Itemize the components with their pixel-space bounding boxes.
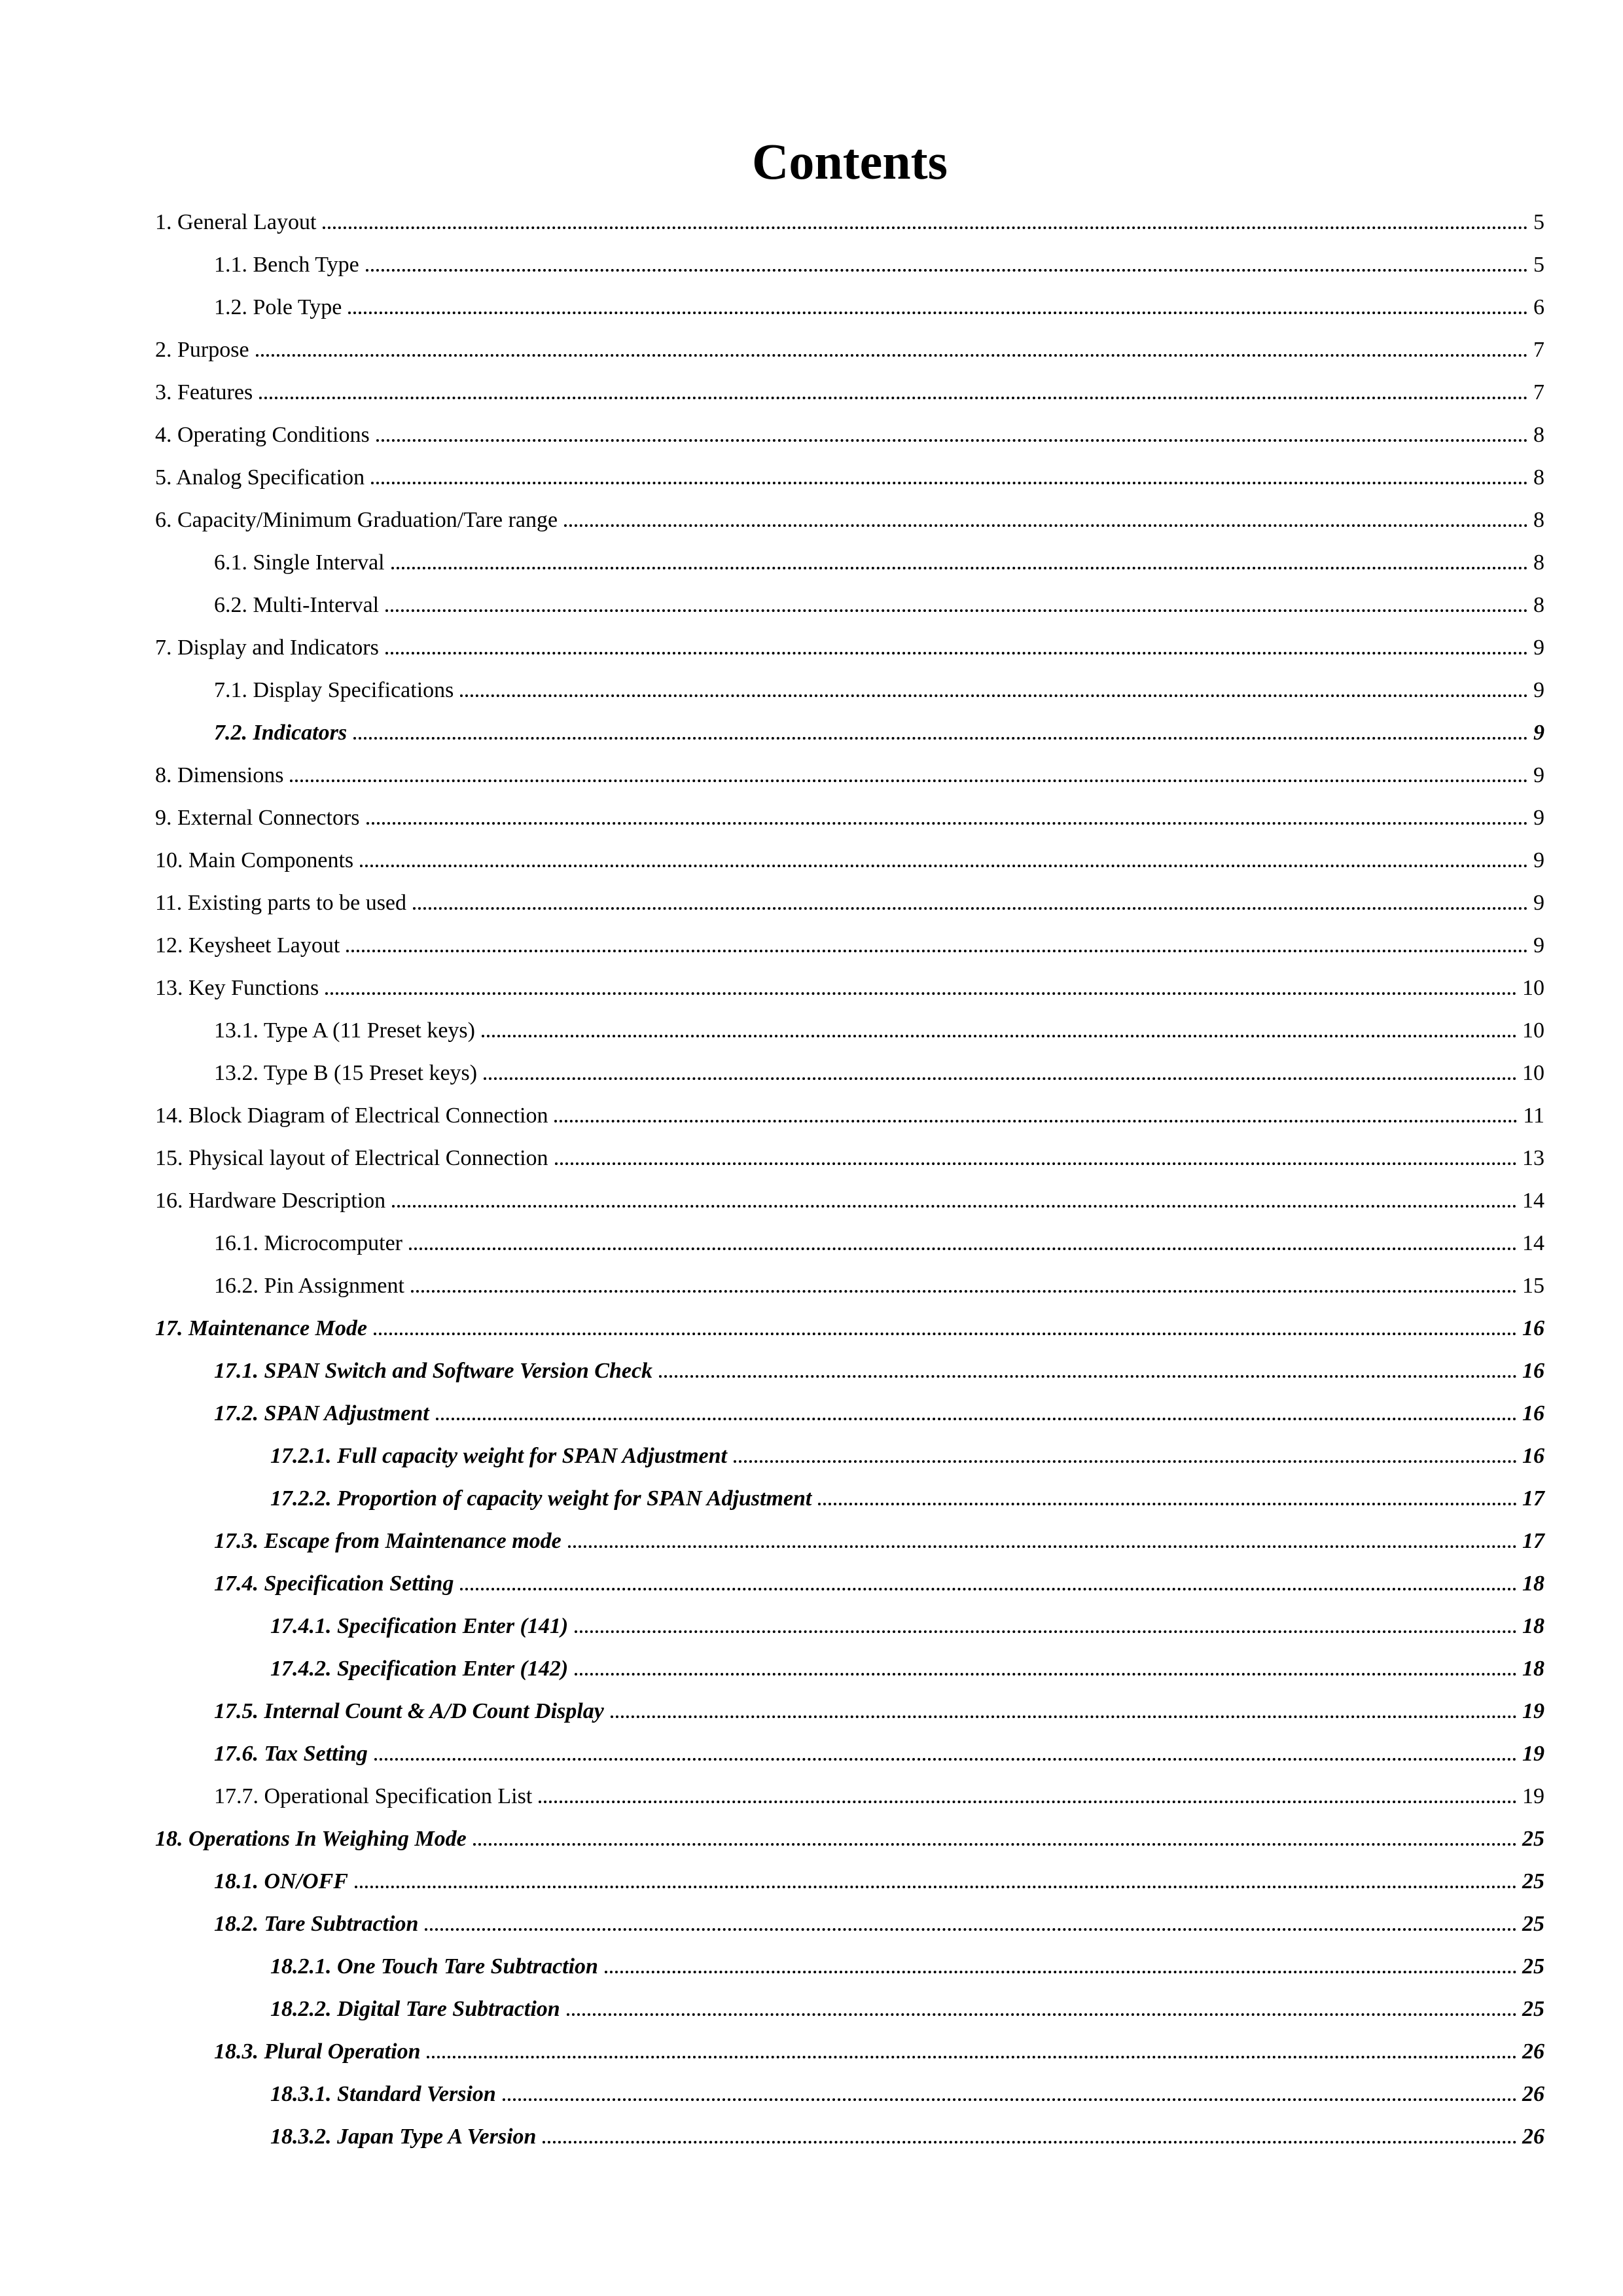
- toc-entry-page: 14: [1522, 1189, 1544, 1213]
- toc-entry-page: 8: [1533, 593, 1544, 617]
- toc-entry-page: 19: [1522, 1784, 1544, 1808]
- dot-leader: [427, 2056, 1517, 2058]
- toc-entry-label: 1. General Layout: [155, 210, 317, 234]
- toc-entry-page: 9: [1533, 678, 1544, 702]
- dot-leader: [484, 1077, 1517, 1080]
- toc-entry-label: 18. Operations In Weighing Mode: [155, 1827, 467, 1851]
- toc-entry-label: 8. Dimensions: [155, 763, 284, 787]
- toc-entry: [155, 967, 1544, 1009]
- toc-entry: [155, 1647, 1544, 1690]
- toc-entry-label: 11. Existing parts to be used: [155, 891, 407, 915]
- toc-entry-page: 5: [1533, 253, 1544, 277]
- dot-leader: [413, 907, 1528, 910]
- dot-leader: [436, 1418, 1517, 1420]
- dot-leader: [346, 950, 1528, 952]
- dot-leader: [353, 737, 1528, 740]
- dot-leader: [659, 1375, 1517, 1378]
- dot-leader: [564, 524, 1528, 527]
- toc-entry: [155, 1988, 1544, 2030]
- toc-entry-page: 16: [1522, 1316, 1544, 1340]
- dot-leader: [818, 1503, 1517, 1505]
- page-title: Contents: [751, 133, 948, 190]
- toc-entry-page: 19: [1522, 1699, 1544, 1723]
- toc-entry: [155, 1818, 1544, 1860]
- toc-entry-label: 7. Display and Indicators: [155, 636, 379, 660]
- toc-entry-label: 17. Maintenance Mode: [155, 1316, 367, 1340]
- dot-leader: [371, 482, 1528, 484]
- toc-entry: [155, 1477, 1544, 1520]
- toc-entry-page: 7: [1533, 338, 1544, 362]
- toc-entry: [155, 711, 1544, 754]
- toc-entry-page: 26: [1522, 2082, 1544, 2106]
- dot-leader: [543, 2141, 1517, 2144]
- dot-leader: [473, 1843, 1517, 1846]
- toc-entry-page: 7: [1533, 380, 1544, 404]
- toc-entry: [155, 2073, 1544, 2115]
- toc-entry-label: 18.3.2. Japan Type A Version: [270, 2125, 537, 2149]
- toc-entry: [155, 669, 1544, 711]
- dot-leader: [503, 2098, 1517, 2101]
- toc-entry-page: 17: [1522, 1529, 1544, 1553]
- toc-entry-label: 7.2. Indicators: [214, 721, 348, 745]
- toc-entry-label: 18.3.1. Standard Version: [270, 2082, 496, 2106]
- toc-entry-page: 8: [1533, 423, 1544, 447]
- dot-leader: [256, 354, 1528, 357]
- dot-leader: [360, 865, 1528, 867]
- toc-entry-label: 13.1. Type A (11 Preset keys): [214, 1018, 475, 1043]
- toc-entry: [155, 201, 1544, 243]
- toc-entry-label: 13. Key Functions: [155, 976, 319, 1000]
- dot-leader: [611, 1715, 1517, 1718]
- toc-entry: [155, 1860, 1544, 1903]
- toc-entry-label: 16.2. Pin Assignment: [214, 1274, 404, 1298]
- toc-entry-page: 8: [1533, 550, 1544, 575]
- dot-leader: [391, 567, 1528, 569]
- toc-entry: [155, 1775, 1544, 1818]
- dot-leader: [392, 1205, 1517, 1208]
- toc-entry: [155, 882, 1544, 924]
- dot-leader: [355, 1886, 1517, 1888]
- dot-leader: [425, 1928, 1517, 1931]
- toc-entry: [155, 1435, 1544, 1477]
- dot-leader: [323, 226, 1528, 229]
- toc-entry: [155, 839, 1544, 882]
- toc-entry: [155, 1605, 1544, 1647]
- toc-entry: [155, 456, 1544, 499]
- toc-entry-label: 9. External Connectors: [155, 806, 360, 830]
- toc-entry: [155, 924, 1544, 967]
- toc-entry-label: 3. Features: [155, 380, 253, 404]
- toc-entry-page: 16: [1522, 1401, 1544, 1426]
- toc-entry: [155, 1009, 1544, 1052]
- toc-entry-label: 17.6. Tax Setting: [214, 1742, 368, 1766]
- toc-entry: [155, 414, 1544, 456]
- dot-leader: [409, 1247, 1517, 1250]
- toc-entry-page: 10: [1522, 1061, 1544, 1085]
- toc-entry-page: 25: [1522, 1869, 1544, 1893]
- toc-entry-page: 25: [1522, 1827, 1544, 1851]
- toc-entry: [155, 243, 1544, 286]
- toc-entry-label: 6.2. Multi-Interval: [214, 593, 380, 617]
- dot-leader: [460, 1588, 1517, 1590]
- dot-leader: [385, 609, 1528, 612]
- dot-leader: [348, 312, 1528, 314]
- toc-entry-label: 15. Physical layout of Electrical Connection: [155, 1146, 548, 1170]
- toc-entry: [155, 1945, 1544, 1988]
- dot-leader: [290, 780, 1528, 782]
- dot-leader: [385, 652, 1528, 655]
- toc-entry-label: 18.2.2. Digital Tare Subtraction: [270, 1997, 560, 2021]
- toc-entry: [155, 499, 1544, 541]
- dot-leader: [575, 1630, 1517, 1633]
- toc-entry-label: 1.2. Pole Type: [214, 295, 342, 319]
- toc-entry-page: 10: [1522, 976, 1544, 1000]
- toc-entry-label: 16.1. Microcomputer: [214, 1231, 402, 1255]
- toc-entry: [155, 1690, 1544, 1732]
- dot-leader: [568, 1545, 1517, 1548]
- toc-entry: [155, 286, 1544, 329]
- toc-entry-page: 11: [1523, 1103, 1544, 1128]
- toc-entry-label: 17.1. SPAN Switch and Software Version Check: [214, 1359, 653, 1383]
- toc-entry-page: 10: [1522, 1018, 1544, 1043]
- dot-leader: [605, 1971, 1517, 1973]
- toc-entry: [155, 1137, 1544, 1179]
- dot-leader: [374, 1758, 1517, 1761]
- toc-entry-page: 9: [1533, 806, 1544, 830]
- toc-entry: [155, 1350, 1544, 1392]
- toc-entry-page: 8: [1533, 465, 1544, 490]
- toc-entry-page: 16: [1522, 1359, 1544, 1383]
- toc-entry-label: 18.2.1. One Touch Tare Subtraction: [270, 1954, 598, 1979]
- toc-entry: [155, 1094, 1544, 1137]
- toc-entry-page: 8: [1533, 508, 1544, 532]
- dot-leader: [259, 397, 1528, 399]
- toc-entry-page: 16: [1522, 1444, 1544, 1468]
- toc-entry-label: 17.3. Escape from Maintenance mode: [214, 1529, 562, 1553]
- dot-leader: [374, 1333, 1517, 1335]
- dot-leader: [567, 2013, 1517, 2016]
- toc-entry: [155, 754, 1544, 797]
- toc-entry-page: 18: [1522, 1657, 1544, 1681]
- toc-entry-page: 9: [1533, 721, 1544, 745]
- dot-leader: [460, 694, 1528, 697]
- toc-entry-label: 17.5. Internal Count & A/D Count Display: [214, 1699, 604, 1723]
- toc-entry: [155, 797, 1544, 839]
- toc-entry-page: 14: [1522, 1231, 1544, 1255]
- dot-leader: [575, 1673, 1517, 1676]
- toc-entry: [155, 2030, 1544, 2073]
- toc-entry-label: 17.4. Specification Setting: [214, 1571, 454, 1596]
- toc-entry-label: 17.4.2. Specification Enter (142): [270, 1657, 569, 1681]
- toc-entry-page: 25: [1522, 1954, 1544, 1979]
- toc-entry-page: 26: [1522, 2039, 1544, 2064]
- toc-entry-page: 18: [1522, 1614, 1544, 1638]
- toc-entry-label: 2. Purpose: [155, 338, 249, 362]
- toc-list: [155, 201, 1544, 2158]
- toc-entry: [155, 1307, 1544, 1350]
- toc-entry-label: 14. Block Diagram of Electrical Connection: [155, 1103, 548, 1128]
- dot-leader: [554, 1120, 1518, 1122]
- toc-entry: [155, 1520, 1544, 1562]
- dot-leader: [325, 992, 1517, 995]
- toc-entry-label: 4. Operating Conditions: [155, 423, 370, 447]
- toc-entry-label: 10. Main Components: [155, 848, 354, 872]
- toc-entry-label: 17.2.2. Proportion of capacity weight for SPAN Adjustment: [270, 1486, 812, 1511]
- toc-entry: [155, 1222, 1544, 1265]
- dot-leader: [482, 1035, 1517, 1037]
- toc-entry-label: 6. Capacity/Minimum Graduation/Tare range: [155, 508, 558, 532]
- toc-entry: [155, 1392, 1544, 1435]
- toc-entry: [155, 1052, 1544, 1094]
- toc-entry-page: 25: [1522, 1912, 1544, 1936]
- toc-entry-label: 17.7. Operational Specification List: [214, 1784, 533, 1808]
- toc-entry: [155, 1179, 1544, 1222]
- toc-entry: [155, 626, 1544, 669]
- toc-entry-page: 17: [1522, 1486, 1544, 1511]
- dot-leader: [555, 1162, 1517, 1165]
- toc-entry-label: 18.1. ON/OFF: [214, 1869, 348, 1893]
- toc-entry: [155, 1265, 1544, 1307]
- toc-entry: [155, 1903, 1544, 1945]
- dot-leader: [366, 822, 1528, 825]
- toc-entry-label: 12. Keysheet Layout: [155, 933, 340, 958]
- toc-entry-label: 5. Analog Specification: [155, 465, 365, 490]
- toc-entry-page: 13: [1522, 1146, 1544, 1170]
- toc-entry: [155, 541, 1544, 584]
- toc-entry-page: 26: [1522, 2125, 1544, 2149]
- toc-entry-page: 6: [1533, 295, 1544, 319]
- toc-entry-label: 18.3. Plural Operation: [214, 2039, 421, 2064]
- toc-entry-page: 5: [1533, 210, 1544, 234]
- toc-entry-page: 9: [1533, 933, 1544, 958]
- toc-entry-page: 19: [1522, 1742, 1544, 1766]
- toc-entry-page: 9: [1533, 891, 1544, 915]
- toc-entry-label: 16. Hardware Description: [155, 1189, 386, 1213]
- toc-entry-label: 17.2.1. Full capacity weight for SPAN Adjustment: [270, 1444, 727, 1468]
- dot-leader: [411, 1290, 1517, 1293]
- toc-entry-page: 18: [1522, 1571, 1544, 1596]
- toc-entry-page: 25: [1522, 1997, 1544, 2021]
- dot-leader: [366, 269, 1528, 272]
- toc-entry: [155, 1732, 1544, 1775]
- dot-leader: [539, 1801, 1517, 1803]
- toc-entry-label: 6.1. Single Interval: [214, 550, 385, 575]
- toc-entry: [155, 1562, 1544, 1605]
- toc-entry: [155, 2115, 1544, 2158]
- dot-leader: [734, 1460, 1517, 1463]
- toc-entry-page: 9: [1533, 636, 1544, 660]
- toc-entry-page: 9: [1533, 848, 1544, 872]
- toc-entry-label: 17.4.1. Specification Enter (141): [270, 1614, 569, 1638]
- toc-entry-label: 17.2. SPAN Adjustment: [214, 1401, 429, 1426]
- toc-entry-label: 13.2. Type B (15 Preset keys): [214, 1061, 478, 1085]
- toc-entry-page: 9: [1533, 763, 1544, 787]
- toc-entry-label: 7.1. Display Specifications: [214, 678, 454, 702]
- toc-entry: [155, 371, 1544, 414]
- toc-entry-label: 1.1. Bench Type: [214, 253, 359, 277]
- toc-entry: [155, 584, 1544, 626]
- toc-entry: [155, 329, 1544, 371]
- toc-entry-label: 18.2. Tare Subtraction: [214, 1912, 419, 1936]
- toc-entry-page: 15: [1522, 1274, 1544, 1298]
- content-area: [155, 0, 1544, 2158]
- dot-leader: [376, 439, 1528, 442]
